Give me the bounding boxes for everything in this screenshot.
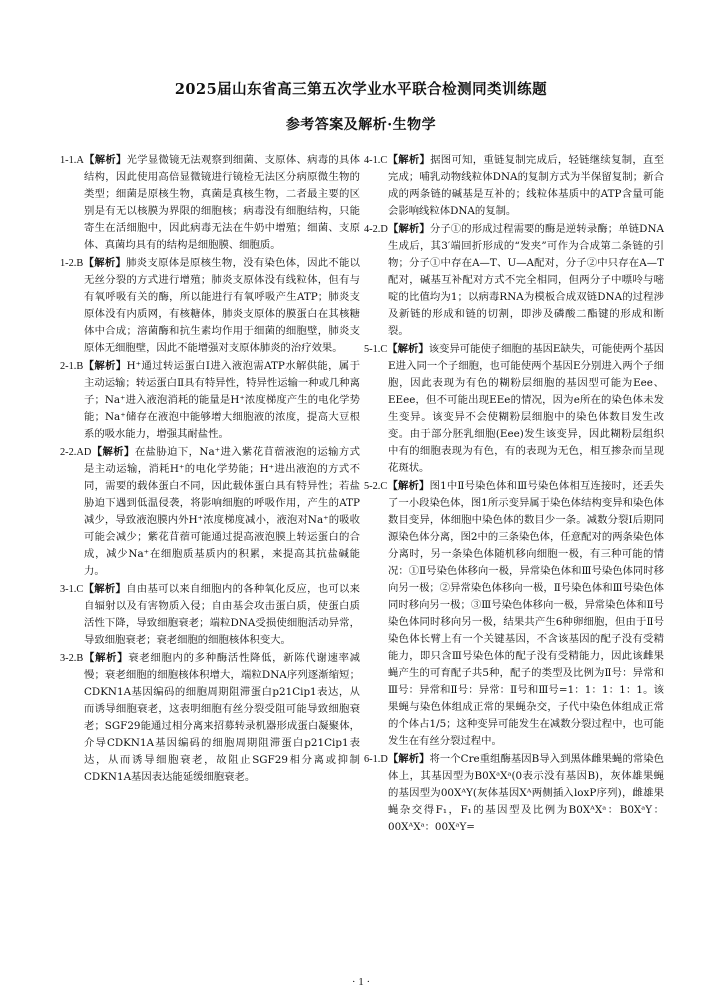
answer-text: 分子①的形成过程需要的酶是逆转录酶；单链DNA生成后，其3′端回折形成的“发夹”可作为合成第二条链的引物；分子①中存在A—T、U—A配对，分子②中只存在A—T配对，碱基互补配对方式不完全相同，但两分子中嘌呤与嘧啶的比值均为1；以病毒RNA为模板合成双链DNA的过程涉及新链的形成和链的切割，即涉及磷酸二酯键的形成和断裂。 xyxy=(388,223,664,337)
analysis-tag: 【解析】 xyxy=(91,446,135,458)
analysis-tag: 【解析】 xyxy=(83,583,127,595)
answer-number: 1-1.A xyxy=(60,155,84,166)
answer-entry-2-1 xyxy=(60,358,360,443)
analysis-tag: 【解析】 xyxy=(387,154,431,166)
answer-text: H⁺通过转运蛋白Ⅰ进入液泡需ATP水解供能，属于主动运输；转运蛋白Ⅱ具有特异性，特异性运输一种或几种离子；Na⁺进入液泡消耗的能量是H⁺浓度梯度产生的电化学势能；Na⁺储存在液泡中能够增大细胞液的浓度，提高大豆根系的吸水能力，增强其耐盐性。 xyxy=(84,360,360,440)
page-number: · 1 · xyxy=(351,976,371,988)
answer-number: 2-2.AD xyxy=(60,447,92,458)
answer-entry-5-2 xyxy=(364,478,664,750)
answer-entry-2-2 xyxy=(60,444,360,580)
answer-number: 3-1.C xyxy=(60,584,84,595)
answer-number: 6-1.D xyxy=(364,754,388,765)
answer-text: 将一个Cre重组酶基因B导入到黑体雌果蝇的常染色体上，其基因型为B0XᵃXᵃ(0表示没有基因B)，灰体雄果蝇的基因型为00XᴬY(灰体基因Xᴬ两侧插入loxP序列)，雌雄果蝇杂交得F₁，F₁的基因型及比例为B0XᴬXᵃ：B0XᵃY：00XᴬXᵃ：00XᵃY= xyxy=(388,753,664,833)
answer-entry-5-1 xyxy=(364,341,664,477)
answer-entry-3-2 xyxy=(60,650,360,786)
answer-number: 2-1.B xyxy=(60,361,84,372)
document-subtitle: 参考答案及解析·生物学 xyxy=(285,117,437,133)
answer-number: 5-2.C xyxy=(364,481,388,492)
answer-text: 自由基可以来自细胞内的各种氧化反应，也可以来自辐射以及有害物质入侵；自由基会攻击蛋白质，使蛋白质活性下降，导致细胞衰老；端粒DNA受损使细胞活动异常，导致细胞衰老；衰老细胞的细胞核体积变大。 xyxy=(84,583,360,646)
analysis-tag: 【解析】 xyxy=(387,223,430,235)
left-column xyxy=(60,152,360,787)
answer-number: 1-2.B xyxy=(60,258,84,269)
analysis-tag: 【解析】 xyxy=(387,753,430,765)
answer-number: 5-1.C xyxy=(364,344,388,355)
answer-number: 3-2.B xyxy=(60,653,84,664)
answer-text: 图1中Ⅱ号染色体和Ⅲ号染色体相互连接时，还丢失了一小段染色体，图1所示变异属于染色体结构变异和染色体数目变异，体细胞中染色体的数目少一条。减数分裂Ⅰ后期同源染色体分离，图2中的三条染色体，任意配对的两条染色体分离时，另一条染色体随机移向细胞一极，有三种可能的情况：①Ⅱ号染色体移向一极，异常染色体和Ⅲ号染色体同时移向另一极；②异常染色体移向一极，Ⅱ号染色体和Ⅲ号染色体同时移向另一极；③Ⅲ号染色体移向一极，异常染色体和Ⅱ号染色体同时移向另一极，结果共产生6种卵细胞，但由于Ⅱ号染色体长臂上有一个关键基因，不含该基因的配子没有受精能力，即只含Ⅲ号染色体的配子没有受精能力，因此该雌果蝇产生的可育配子共5种，配子的类型及比例为Ⅱ号：异常和Ⅲ号：异常和Ⅱ号：异常：Ⅱ号和Ⅲ号=1：1：1：1：1。该果蝇与染色体组成正常的果蝇杂交，子代中染色体组成正常的个体占1/5；这种变异可能发生在减数分裂过程中，也可能发生在有丝分裂过程中。 xyxy=(388,480,664,747)
answer-text: 该变异可能使子细胞的基因E缺失，可能使两个基因E进入同一个子细胞，也可能使两个基因E分别进入两个子细胞，因此表现为有色的糊粉层细胞的基因型可能为Eee、EEee，但不可能出现EEe的情况，因为e所在的染色体未发生变异。该变异不会使糊粉层细胞中的染色体数目发生改变。由于部分胚乳细胞(Eee)发生该变异，因此糊粉层组织中有的细胞表现为有色，有的表现为无色，相互掺杂而呈现花斑状。 xyxy=(388,343,664,474)
answer-text: 据图可知，重链复制完成后，轻链继续复制，直至完成；哺乳动物线粒体DNA的复制方式为半保留复制；新合成的两条链的碱基是互补的；线粒体基质中的ATP含量可能会影响线粒体DNA的复制。 xyxy=(388,154,664,217)
answer-text: 衰老细胞内的多种酶活性降低，新陈代谢速率减慢；衰老细胞的细胞核体积增大，端粒DNA序列逐渐缩短；CDKN1A基因编码的细胞周期阻滞蛋白p21Cip1表达，从而诱导细胞衰老，这表明细胞有丝分裂受阻可能导致细胞衰老；SGF29能通过相分离来招募转录机器形成蛋白凝聚体，介导CDKN1A基因编码的细胞周期阻滞蛋白p21Cip1表达，从而诱导细胞衰老，故阻止SGF29相分离或抑制CDKN1A基因表达能延缓细胞衰老。 xyxy=(84,652,360,783)
analysis-tag: 【解析】 xyxy=(83,257,127,269)
answer-entry-1-1 xyxy=(60,152,360,254)
answer-number: 4-1.C xyxy=(364,155,388,166)
analysis-tag: 【解析】 xyxy=(83,154,127,166)
answer-entry-4-1 xyxy=(364,152,664,220)
analysis-tag: 【解析】 xyxy=(83,652,129,664)
document-title: 2025届山东省高三第五次学业水平联合检测同类训练题 xyxy=(174,81,548,98)
answer-number: 4-2.D xyxy=(364,224,388,235)
answer-entry-6-1 xyxy=(364,751,664,836)
analysis-tag: 【解析】 xyxy=(83,360,127,372)
answer-entry-4-2 xyxy=(364,221,664,340)
analysis-tag: 【解析】 xyxy=(387,480,430,492)
analysis-tag: 【解析】 xyxy=(387,343,429,355)
answer-text: 在盐胁迫下，Na⁺进入紫花苜蓿液泡的运输方式是主动运输，消耗H⁺的电化学势能；H⁺进出液泡的方式不同，需要的载体蛋白不同，因此载体蛋白具有特异性；若盐胁迫下遇到低温侵袭，将影响细胞的呼吸作用，产生的ATP减少，导致液泡膜内外H⁺浓度梯度减小，液泡对Na⁺的吸收可能会减少；紫花苜蓿可能通过提高液泡膜上转运蛋白的合成，减少Na⁺在细胞质基质内的积累，来提高其抗盐碱能力。 xyxy=(84,446,360,577)
right-column xyxy=(364,152,664,837)
answer-entry-3-1 xyxy=(60,581,360,649)
answer-text: 肺炎支原体是原核生物，没有染色体，因此不能以无丝分裂的方式进行增殖；肺炎支原体没有线粒体，但有与有氧呼吸有关的酶，所以能进行有氧呼吸产生ATP；肺炎支原体没有内质网，有核糖体，肺炎支原体的膜蛋白在其核糖体中合成；溶菌酶和抗生素均作用于细菌的细胞壁，肺炎支原体无细胞壁，因此不能增强对支原体肺炎的治疗效果。 xyxy=(84,257,360,354)
answer-text: 光学显微镜无法观察到细菌、支原体、病毒的具体结构，因此使用高倍显微镜进行镜检无法区分病原微生物的类型；细菌是原核生物，真菌是真核生物，二者最主要的区别是有无以核膜为界限的细胞核；病毒没有细胞结构，只能寄生在活细胞中，因此病毒无法在牛奶中增殖；细菌、支原体、真菌均具有的结构是细胞膜、细胞质。 xyxy=(84,154,360,251)
answer-entry-1-2 xyxy=(60,255,360,357)
